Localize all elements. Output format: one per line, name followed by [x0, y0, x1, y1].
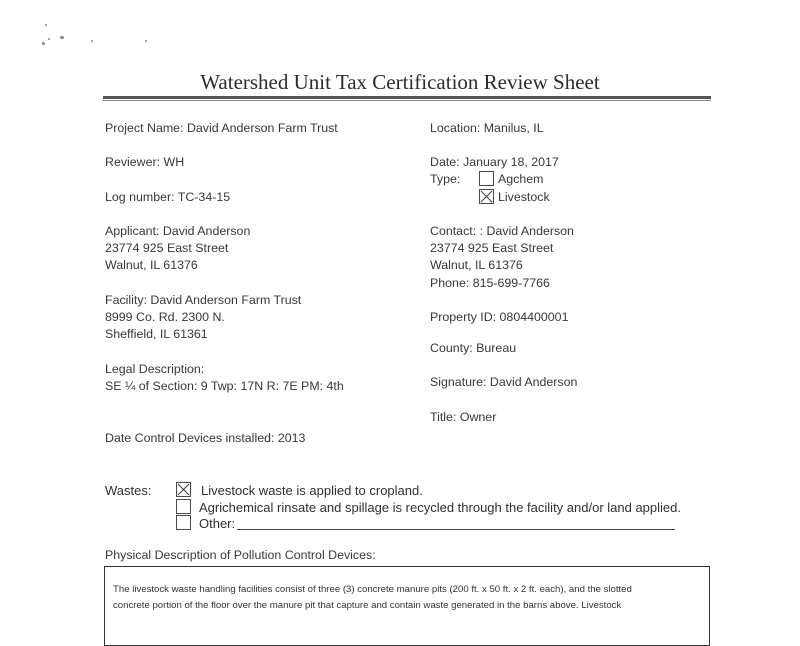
location: Location: Manilus, IL	[430, 121, 544, 135]
scan-speck	[45, 24, 47, 26]
description-line: The livestock waste handling facilities consist of three (3) concrete manure pits (200 ft. x 50 ft. x 2 ft. each), and the slotted	[113, 584, 632, 595]
agchem-label: Agchem	[498, 172, 544, 186]
log-number: Log number: TC-34-15	[105, 190, 231, 204]
scan-speck	[48, 38, 50, 40]
applicant-name: Applicant: David Anderson	[105, 224, 251, 238]
livestock-waste-label: Livestock waste is applied to cropland.	[201, 483, 423, 498]
other-input-line[interactable]	[237, 529, 675, 530]
check-x-icon	[480, 190, 493, 203]
contact-street: 23774 925 East Street	[430, 241, 554, 255]
facility-street: 8999 Co. Rd. 2300 N.	[105, 310, 225, 324]
agchem-checkbox[interactable]	[479, 171, 494, 186]
reviewer: Reviewer: WH	[105, 155, 185, 169]
title-rule-thin	[103, 100, 711, 101]
scan-speck	[60, 36, 64, 39]
signature: Signature: David Anderson	[430, 375, 578, 389]
livestock-checkbox[interactable]	[479, 189, 494, 204]
other-checkbox[interactable]	[176, 515, 191, 530]
contact-phone: Phone: 815-699-7766	[430, 276, 550, 290]
scan-speck	[42, 42, 45, 45]
applicant-city: Walnut, IL 61376	[105, 258, 198, 272]
county: County: Bureau	[430, 341, 517, 355]
legal-description-value: SE ¼ of Section: 9 Twp: 17N R: 7E PM: 4th	[105, 379, 344, 393]
facility-name: Facility: David Anderson Farm Trust	[105, 293, 302, 307]
wastes-label: Wastes:	[105, 483, 152, 498]
scan-speck	[91, 40, 93, 42]
page-title: Watershed Unit Tax Certification Review Sheet	[200, 70, 600, 94]
property-id: Property ID: 0804400001	[430, 310, 569, 324]
date-installed: Date Control Devices installed: 2013	[105, 431, 306, 445]
type-label: Type:	[430, 172, 461, 186]
title-rule	[103, 96, 711, 99]
review-date: Date: January 18, 2017	[430, 155, 559, 169]
check-x-icon	[177, 483, 190, 496]
agrichemical-checkbox[interactable]	[176, 499, 191, 514]
legal-description-label: Legal Description:	[105, 362, 205, 376]
project-name: Project Name: David Anderson Farm Trust	[105, 121, 338, 135]
physical-description-heading: Physical Description of Pollution Control Devices:	[105, 548, 376, 562]
livestock-waste-checkbox[interactable]	[176, 482, 191, 497]
facility-city: Sheffield, IL 61361	[105, 327, 208, 341]
contact-city: Walnut, IL 61376	[430, 258, 523, 272]
livestock-label: Livestock	[498, 190, 550, 204]
applicant-street: 23774 925 East Street	[105, 241, 229, 255]
description-line: concrete portion of the floor over the manure pit that capture and contain waste generated in the barns above. Livestock	[113, 600, 622, 611]
scan-speck	[145, 40, 147, 42]
agrichemical-label: Agrichemical rinsate and spillage is recycled through the facility and/or land applied.	[199, 500, 681, 515]
contact-name: Contact: : David Anderson	[430, 224, 574, 238]
owner-title: Title: Owner	[430, 410, 497, 424]
other-label: Other:	[199, 516, 236, 531]
